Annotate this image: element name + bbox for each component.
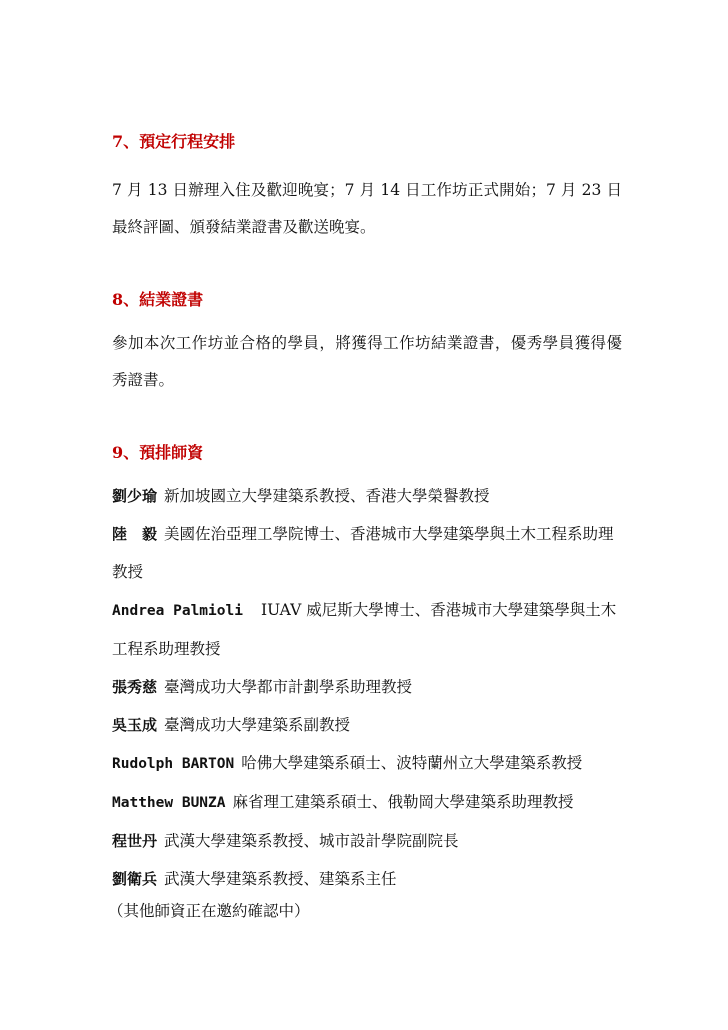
faculty-name: Matthew BUNZA bbox=[112, 795, 226, 811]
spacer bbox=[112, 246, 622, 286]
faculty-item bbox=[112, 668, 622, 706]
faculty-desc: 美國佐治亞理工學院博士、香港城市大學建築學與土木工程系助理教授 bbox=[112, 525, 614, 581]
faculty-item bbox=[112, 591, 622, 668]
faculty-item bbox=[112, 477, 622, 515]
section-heading-9: 9、預排師資 bbox=[112, 443, 204, 462]
faculty-desc: 麻省理工建築系碩士、俄勒岡大學建築系助理教授 bbox=[232, 793, 574, 811]
faculty-name: Andrea Palmioli bbox=[112, 603, 243, 619]
faculty-name: 程世丹 bbox=[112, 832, 158, 850]
faculty-desc: 武漢大學建築系教授、城市設計學院副院長 bbox=[164, 832, 459, 850]
faculty-name: 張秀慈 bbox=[112, 678, 158, 696]
faculty-name: Rudolph BARTON bbox=[112, 756, 235, 772]
section-body-7: 7 月 13 日辦理入住及歡迎晚宴；7 月 14 日工作坊正式開始；7 月 23 日 最終評圖、頒發結業證書及歡送晚宴。 bbox=[112, 181, 638, 236]
faculty-desc: 臺灣成功大學都市計劃學系助理教授 bbox=[164, 678, 413, 696]
faculty-item bbox=[112, 783, 622, 822]
faculty-item bbox=[112, 822, 622, 860]
faculty-item bbox=[112, 744, 622, 783]
section-body-8: 參加本次工作坊並合格的學員，將獲得工作坊結業證書，優秀學員獲得優秀證書。 bbox=[112, 334, 622, 389]
spacer bbox=[112, 399, 622, 439]
faculty-name: 吳玉成 bbox=[112, 716, 158, 734]
faculty-note: （其他師資正在邀約確認中） bbox=[108, 902, 310, 920]
faculty-name: 劉衛兵 bbox=[112, 870, 158, 888]
faculty-desc: 臺灣成功大學建築系副教授 bbox=[164, 716, 351, 734]
faculty-desc: 哈佛大學建築系碩士、波特蘭州立大學建築系教授 bbox=[241, 754, 583, 772]
document-page bbox=[108, 128, 638, 924]
section-heading-8: 8、結業證書 bbox=[112, 290, 204, 309]
faculty-desc: 新加坡國立大學建築系教授、香港大學榮譽教授 bbox=[164, 487, 490, 505]
faculty-item bbox=[112, 860, 622, 898]
faculty-name: 陸 毅 bbox=[112, 525, 158, 543]
section-heading-7: 7、預定行程安排 bbox=[112, 132, 236, 151]
faculty-desc: IUAV 威尼斯大學博士、香港城市大學建築學與土木工程系助理教授 bbox=[112, 601, 617, 658]
faculty-item bbox=[112, 706, 622, 744]
faculty-desc: 武漢大學建築系教授、建築系主任 bbox=[164, 870, 397, 888]
faculty-list bbox=[112, 477, 622, 898]
faculty-name: 劉少瑜 bbox=[112, 487, 158, 505]
faculty-item bbox=[112, 515, 622, 591]
